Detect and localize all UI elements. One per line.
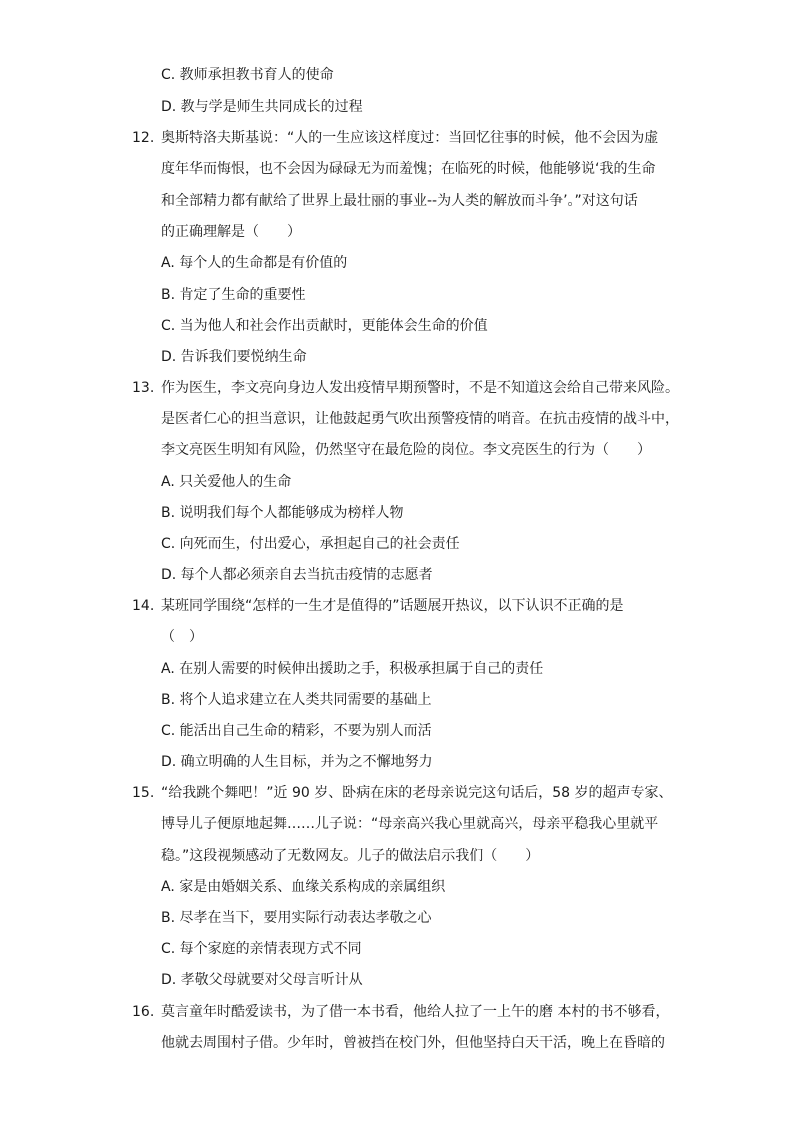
- question-14-option-a[interactable]: A. 在别人需要的时候伸出援助之手，积极承担属于自己的责任: [161, 661, 544, 677]
- question-13-number: 13.: [132, 380, 155, 396]
- question-15-number: 15.: [132, 785, 155, 801]
- question-13-line-2: 是医者仁心的担当意识，让他鼓起勇气吹出预警疫情的哨音。在抗击疫情的战斗中，: [161, 411, 679, 427]
- question-12-option-b[interactable]: B. 肯定了生命的重要性: [161, 287, 306, 303]
- question-14-line-1: 某班同学围绕“怎样的一生才是值得的”话题展开热议，以下认识不正确的是: [161, 598, 624, 614]
- question-13-option-c[interactable]: C. 向死而生，付出爱心，承担起自己的社会责任: [161, 536, 460, 552]
- question-15-option-a[interactable]: A. 家是由婚姻关系、血缘关系构成的亲属组织: [161, 879, 446, 895]
- question-15-line-1: “给我跳个舞吧！”近 90 岁、卧病在床的老母亲说完这句话后，58 岁的超声专家、: [161, 785, 673, 801]
- question-15-option-b[interactable]: B. 尽孝在当下，要用实际行动表达孝敬之心: [161, 910, 432, 926]
- question-13-option-a[interactable]: A. 只关爱他人的生命: [161, 474, 292, 490]
- question-12-line-3: 和全部精力都有献给了世界上最壮丽的事业--为人类的解放而斗争’。”对这句话: [161, 193, 638, 209]
- question-12-number: 12.: [132, 130, 155, 146]
- question-13-line-1: 作为医生，李文亮向身边人发出疫情早期预警时，不是不知道这会给自己带来风险。: [161, 380, 679, 396]
- question-14-line-2: （ ）: [161, 629, 203, 645]
- question-14-option-c[interactable]: C. 能活出自己生命的精彩，不要为别人而活: [161, 723, 432, 739]
- question-12-line-2: 度年华而悔恨，也不会因为碌碌无为而羞愧；在临死的时候，他能够说‘我的生命: [161, 161, 656, 177]
- question-15-option-d[interactable]: D. 孝敬父母就要对父母言听计从: [161, 972, 363, 988]
- question-13-option-d[interactable]: D. 每个人都必须亲自去当抗击疫情的志愿者: [161, 567, 433, 583]
- question-14-number: 14.: [132, 598, 155, 614]
- question-16-number: 16.: [132, 1004, 155, 1020]
- question-13-option-b[interactable]: B. 说明我们每个人都能够成为榜样人物: [161, 505, 404, 521]
- question-12-line-1: 奥斯特洛夫斯基说：“人的一生应该这样度过：当回忆往事的时候，他不会因为虚: [161, 130, 659, 146]
- question-16-line-1: 莫言童年时酷爱读书，为了借一本书看，他给人拉了一上午的磨 本村的书不够看，: [161, 1004, 670, 1020]
- question-12-option-c[interactable]: C. 当为他人和社会作出贡献时，更能体会生命的价值: [161, 318, 488, 334]
- question-14-option-d[interactable]: D. 确立明确的人生目标，并为之不懈地努力: [161, 754, 433, 770]
- question-12-line-4: 的正确理解是（ ）: [161, 224, 301, 240]
- question-12-option-a[interactable]: A. 每个人的生命都是有价值的: [161, 255, 348, 271]
- question-14-option-b[interactable]: B. 将个人追求建立在人类共同需要的基础上: [161, 692, 432, 708]
- question-15-line-2: 博导儿子便原地起舞……儿子说：“母亲高兴我心里就高兴，母亲平稳我心里就平: [161, 816, 659, 832]
- question-16-line-2: 他就去周围村子借。少年时，曾被挡在校门外，但他坚持白天干活，晚上在昏暗的: [161, 1035, 665, 1051]
- question-15-line-3: 稳。”这段视频感动了无数网友。儿子的做法启示我们（ ）: [161, 848, 540, 864]
- option-c-prev: C. 教师承担教书育人的使命: [161, 67, 334, 83]
- question-13-line-3: 李文亮医生明知有风险，仍然坚守在最危险的岗位。李文亮医生的行为（ ）: [161, 442, 651, 458]
- option-d-prev: D. 教与学是师生共同成长的过程: [161, 99, 363, 115]
- question-15-option-c[interactable]: C. 每个家庭的亲情表现方式不同: [161, 941, 362, 957]
- question-12-option-d[interactable]: D. 告诉我们要悦纳生命: [161, 349, 307, 365]
